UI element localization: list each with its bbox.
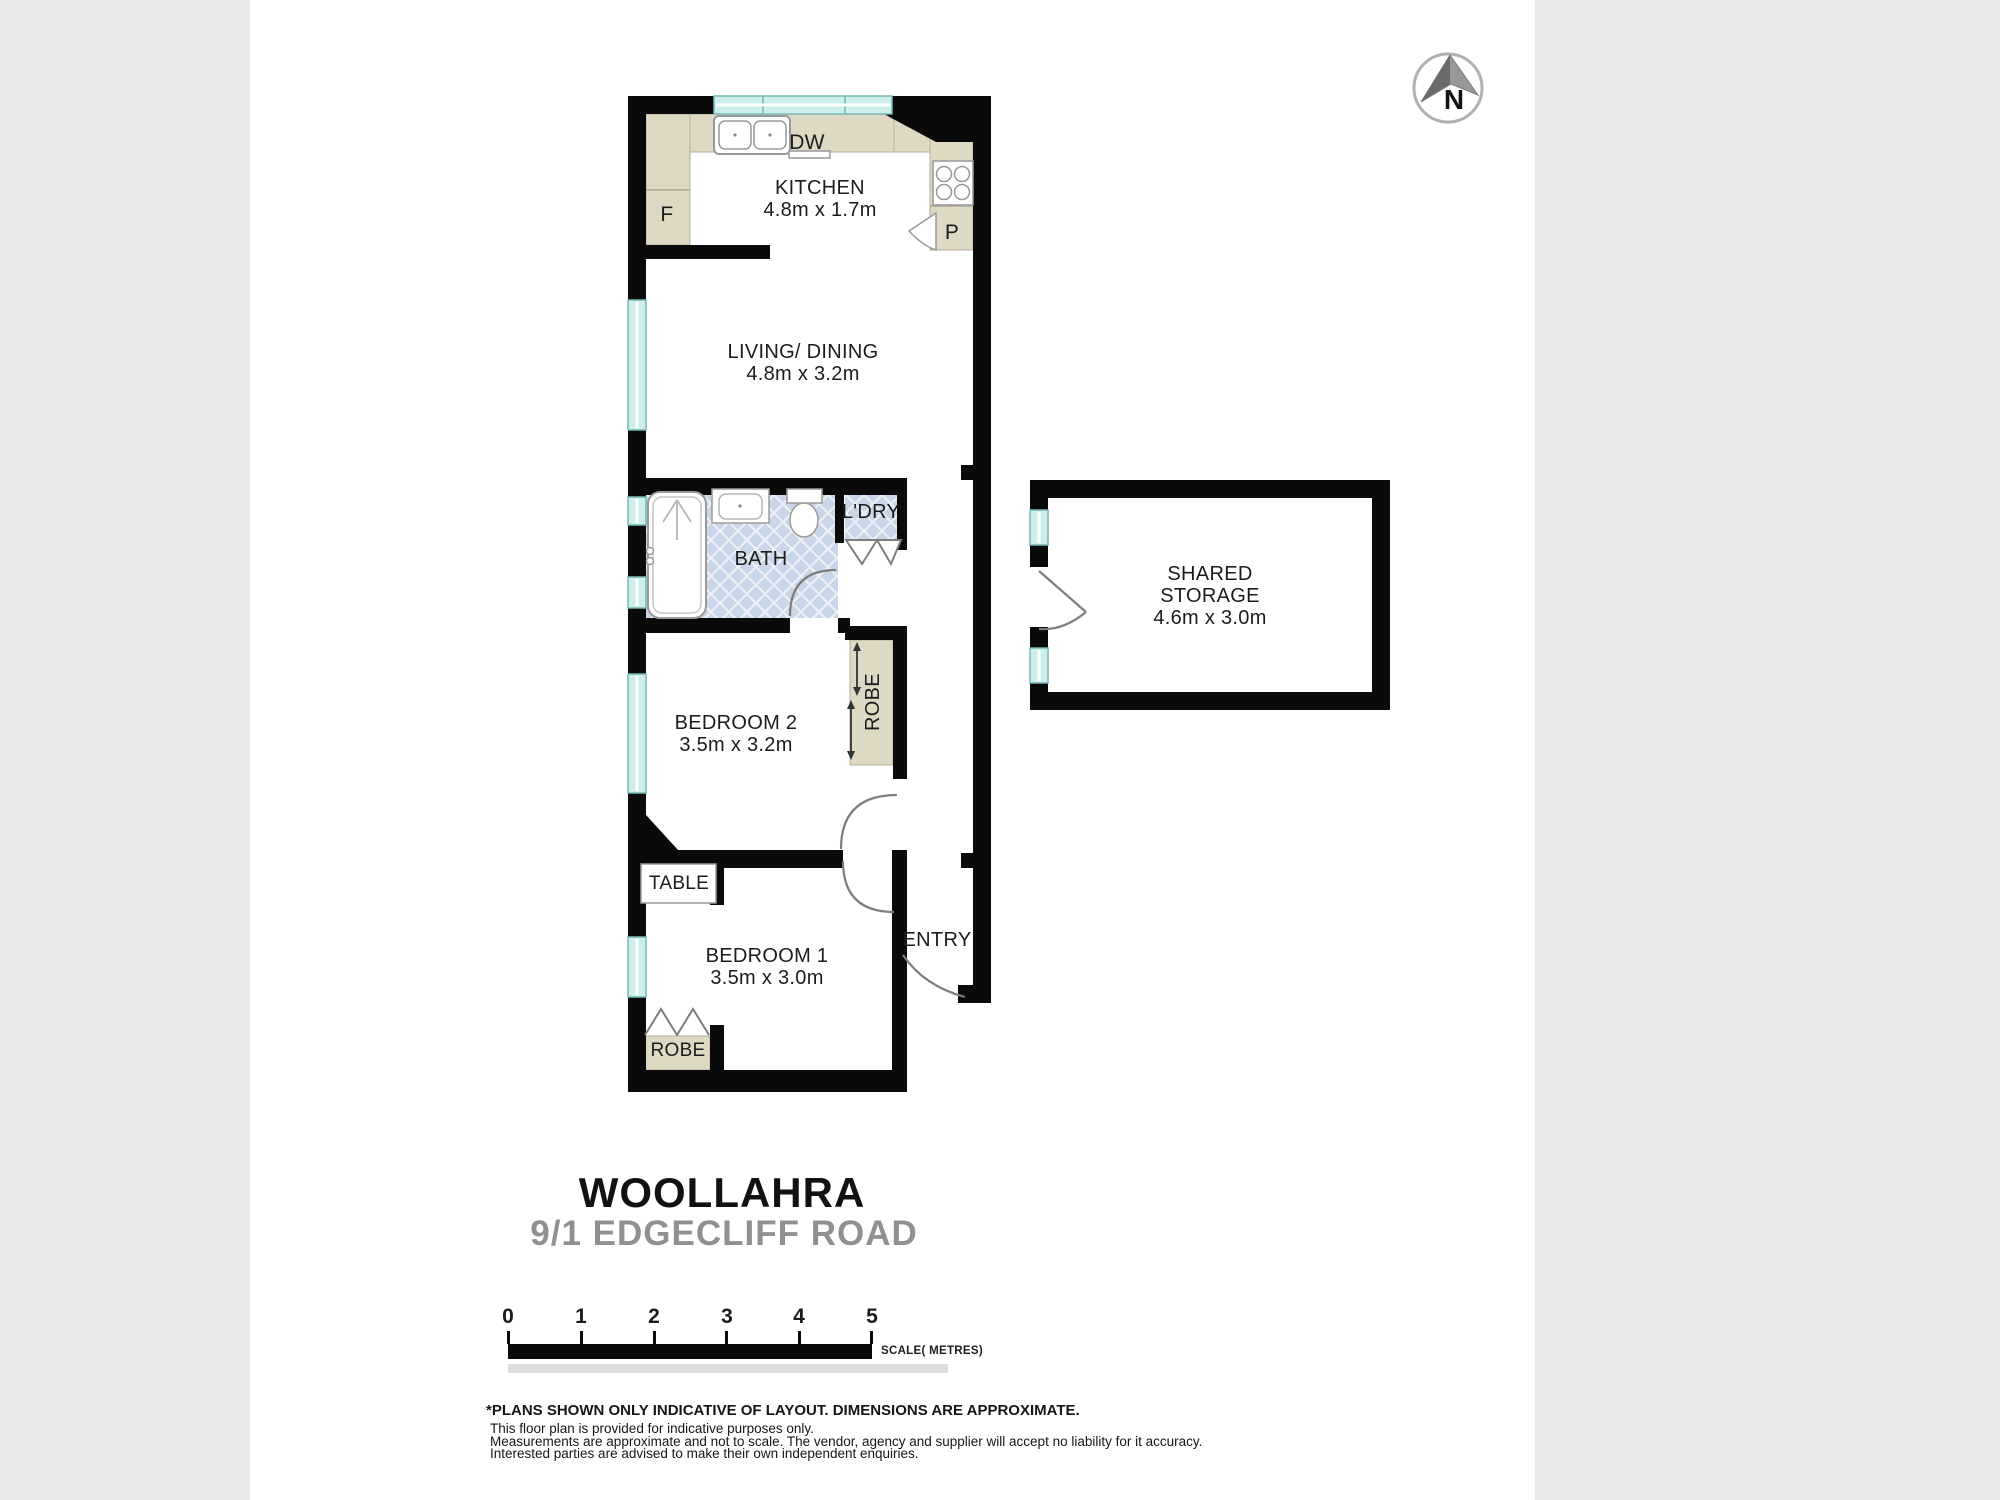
disclaimer-line3: Measurements are approximate and not to scale. The vendor, agency and supplier will accept no liability for it accuracy. — [490, 1433, 1203, 1449]
storage-door-arc — [1039, 571, 1086, 629]
wall-segment — [628, 618, 790, 633]
front-door-arc — [903, 955, 965, 997]
wall-segment — [1030, 480, 1390, 498]
bedroom1-label — [706, 945, 829, 989]
suburb-title: WOOLLAHRA — [578, 1169, 866, 1216]
bedroom1-dims: 3.5m x 3.0m — [710, 967, 824, 989]
bedroom1-name: BEDROOM 1 — [705, 945, 829, 967]
living-dining-dims: 4.8m x 3.2m — [746, 363, 860, 385]
disclaimer-line1: *PLANS SHOWN ONLY INDICATIVE OF LAYOUT. DIMENSIONS ARE APPROXIMATE. — [486, 1402, 1080, 1419]
scale-tick — [580, 1331, 583, 1344]
laundry-bifold-doors — [846, 540, 901, 564]
cooktop-burner — [937, 167, 952, 182]
disclaimer-line4: Interested parties are advised to make their own independent enquiries. — [490, 1446, 919, 1461]
scale-bar-shadow — [508, 1364, 948, 1373]
wall-segment — [1030, 480, 1048, 510]
bedroom1-door-arc — [843, 861, 894, 912]
scale-tick — [870, 1331, 873, 1344]
toilet-cistern — [787, 489, 822, 503]
robe-bedroom1-label: ROBE — [650, 1040, 706, 1061]
sink-drain — [768, 133, 771, 136]
vanity-drain — [738, 504, 741, 507]
scale-tick — [507, 1331, 510, 1344]
wall-segment — [628, 245, 770, 259]
wall-segment — [1030, 683, 1048, 710]
cooktop-burner — [955, 185, 970, 200]
scale-tick-label-4: 4 — [793, 1305, 805, 1328]
wall-segment — [628, 96, 646, 300]
wall-segment — [893, 626, 907, 779]
disclaimer-line2: This floor plan is provided for indicative purposes only. — [490, 1421, 814, 1436]
table-label: TABLE — [648, 873, 710, 894]
wall-segment — [1372, 480, 1390, 710]
scale-tick-label-2: 2 — [648, 1305, 660, 1328]
wall-segment — [961, 853, 975, 868]
scale-tick — [798, 1331, 801, 1344]
sink-drain — [733, 133, 736, 136]
tap-icon — [647, 548, 654, 555]
scale-tick-label-1: 1 — [575, 1305, 587, 1328]
cooktop-burner — [937, 185, 952, 200]
robe1-bifold-doors — [645, 1009, 709, 1035]
living-dining-label — [728, 341, 879, 385]
robe-bedroom2-label: ROBE — [862, 673, 884, 731]
bedroom2-label — [675, 712, 798, 756]
wall-segment — [961, 465, 975, 480]
fridge-label: F — [660, 203, 674, 226]
kitchen-dims: 4.8m x 1.7m — [763, 199, 877, 221]
shared-storage-name: SHARED STORAGE — [1160, 563, 1260, 607]
scale-tick-label-5: 5 — [866, 1305, 878, 1328]
shared-storage-dims: 4.6m x 3.0m — [1153, 607, 1267, 629]
street-address: 9/1 EDGECLIFF ROAD — [530, 1214, 918, 1253]
scale-tick-label-0: 0 — [502, 1305, 514, 1328]
wall-segment — [958, 985, 991, 1003]
dishwasher-label: DW — [789, 131, 825, 154]
scale-caption: SCALE( METRES) — [881, 1345, 983, 1357]
cooktop-burner — [955, 167, 970, 182]
living-dining-name: LIVING/ DINING — [727, 341, 879, 363]
scale-tick — [653, 1331, 656, 1344]
wall-segment — [628, 1070, 907, 1092]
kitchen-name: KITCHEN — [775, 177, 865, 199]
shared-storage-label — [1115, 563, 1305, 629]
wall-segment — [1030, 545, 1048, 567]
toilet-icon — [790, 503, 818, 537]
wall-segment — [1030, 692, 1390, 710]
scale-tick-label-3: 3 — [721, 1305, 733, 1328]
scale-tick — [725, 1331, 728, 1344]
bath-label: BATH — [734, 548, 788, 570]
scale-bar-body — [508, 1344, 872, 1359]
pantry-door-arc — [909, 213, 936, 250]
laundry-label: L'DRY — [841, 501, 901, 523]
wall-segment — [628, 525, 646, 577]
bedroom2-door-arc — [841, 795, 897, 849]
wall-segment — [973, 96, 991, 1003]
pantry-label: P — [944, 221, 960, 244]
entry-label: ENTRY — [902, 929, 972, 951]
wall-segment — [628, 608, 646, 674]
bedroom2-name: BEDROOM 2 — [674, 712, 798, 734]
tap-icon — [647, 558, 654, 565]
bedroom2-dims: 3.5m x 3.2m — [679, 734, 793, 756]
wall-segment — [892, 850, 907, 1092]
wall-segment — [710, 1025, 724, 1070]
disclaimer-block — [486, 1402, 1202, 1461]
north-label: N — [1443, 84, 1465, 115]
kitchen-label — [763, 177, 876, 221]
